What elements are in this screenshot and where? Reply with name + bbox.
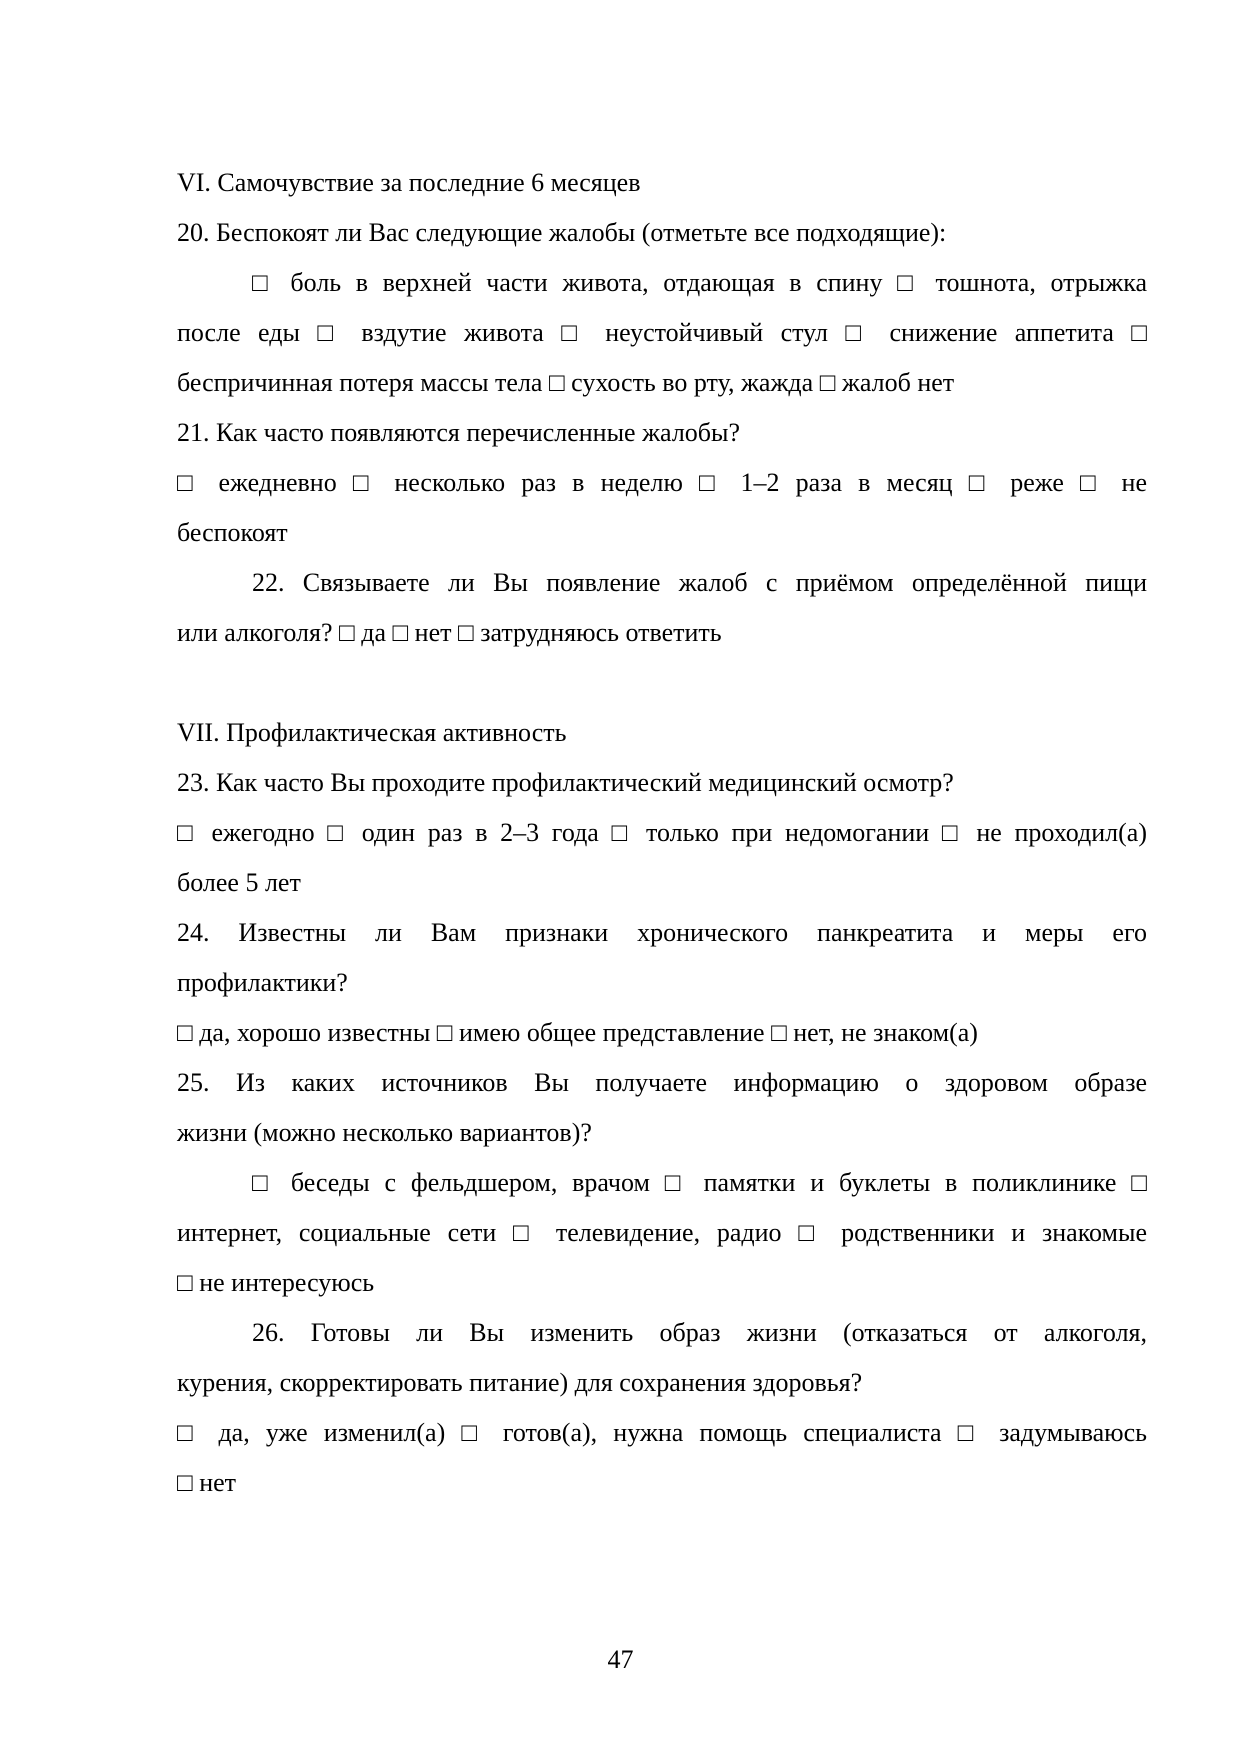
question-25-line-1: 25. Из каких источников Вы получаете информацию о здоровом образе <box>177 1068 1147 1097</box>
question-24-line-2: профилактики? <box>177 968 348 997</box>
page-number: 47 <box>607 1645 634 1674</box>
question-26-options-line-1: □ да, уже изменил(а) □ готов(а), нужна помощь специалиста □ задумываюсь <box>177 1418 1147 1447</box>
section-heading-vii: VII. Профилактическая активность <box>177 718 567 747</box>
question-26-line-2: курения, скорректировать питание) для сохранения здоровья? <box>177 1368 863 1397</box>
question-21-options-line-2: беспокоят <box>177 518 288 547</box>
question-25-options-line-3: □ не интересуюсь <box>177 1268 375 1297</box>
question-20-options-line-3: беспричинная потеря массы тела □ сухость во рту, жажда □ жалоб нет <box>177 368 955 397</box>
question-20: 20. Беспокоят ли Вас следующие жалобы (отметьте все подходящие): <box>177 218 947 247</box>
question-23-options-line-1: □ ежегодно □ один раз в 2–3 года □ только при недомогании □ не проходил(а) <box>177 818 1147 847</box>
section-heading-vi: VI. Самочувствие за последние 6 месяцев <box>177 168 641 197</box>
blank-line <box>177 658 1147 708</box>
question-20-options-line-2: после еды □ вздутие живота □ неустойчивый стул □ снижение аппетита □ <box>177 318 1147 347</box>
question-22-line-1: 22. Связываете ли Вы появление жалоб с приёмом определённой пищи <box>252 568 1147 597</box>
question-25-options-line-2: интернет, социальные сети □ телевидение, радио □ родственники и знакомые <box>177 1218 1147 1247</box>
question-21: 21. Как часто появляются перечисленные жалобы? <box>177 418 741 447</box>
question-25-line-2: жизни (можно несколько вариантов)? <box>177 1118 592 1147</box>
question-22-line-2: или алкоголя? □ да □ нет □ затрудняюсь ответить <box>177 618 722 647</box>
question-23-options-line-2: более 5 лет <box>177 868 301 897</box>
question-21-options-line-1: □ ежедневно □ несколько раз в неделю □ 1–2 раза в месяц □ реже □ не <box>177 468 1147 497</box>
question-20-options-line-1: □ боль в верхней части живота, отдающая в спину □ тошнота, отрыжка <box>252 268 1147 297</box>
page-body <box>177 158 1147 1508</box>
question-24-line-1: 24. Известны ли Вам признаки хронического панкреатита и меры его <box>177 918 1147 947</box>
question-25-options-line-1: □ беседы с фельдшером, врачом □ памятки и буклеты в поликлинике □ <box>252 1168 1147 1197</box>
question-24-options: □ да, хорошо известны □ имею общее представление □ нет, не знаком(а) <box>177 1018 978 1047</box>
question-23: 23. Как часто Вы проходите профилактический медицинский осмотр? <box>177 768 954 797</box>
question-26-line-1: 26. Готовы ли Вы изменить образ жизни (отказаться от алкоголя, <box>252 1318 1147 1347</box>
question-26-options-line-2: □ нет <box>177 1468 237 1497</box>
